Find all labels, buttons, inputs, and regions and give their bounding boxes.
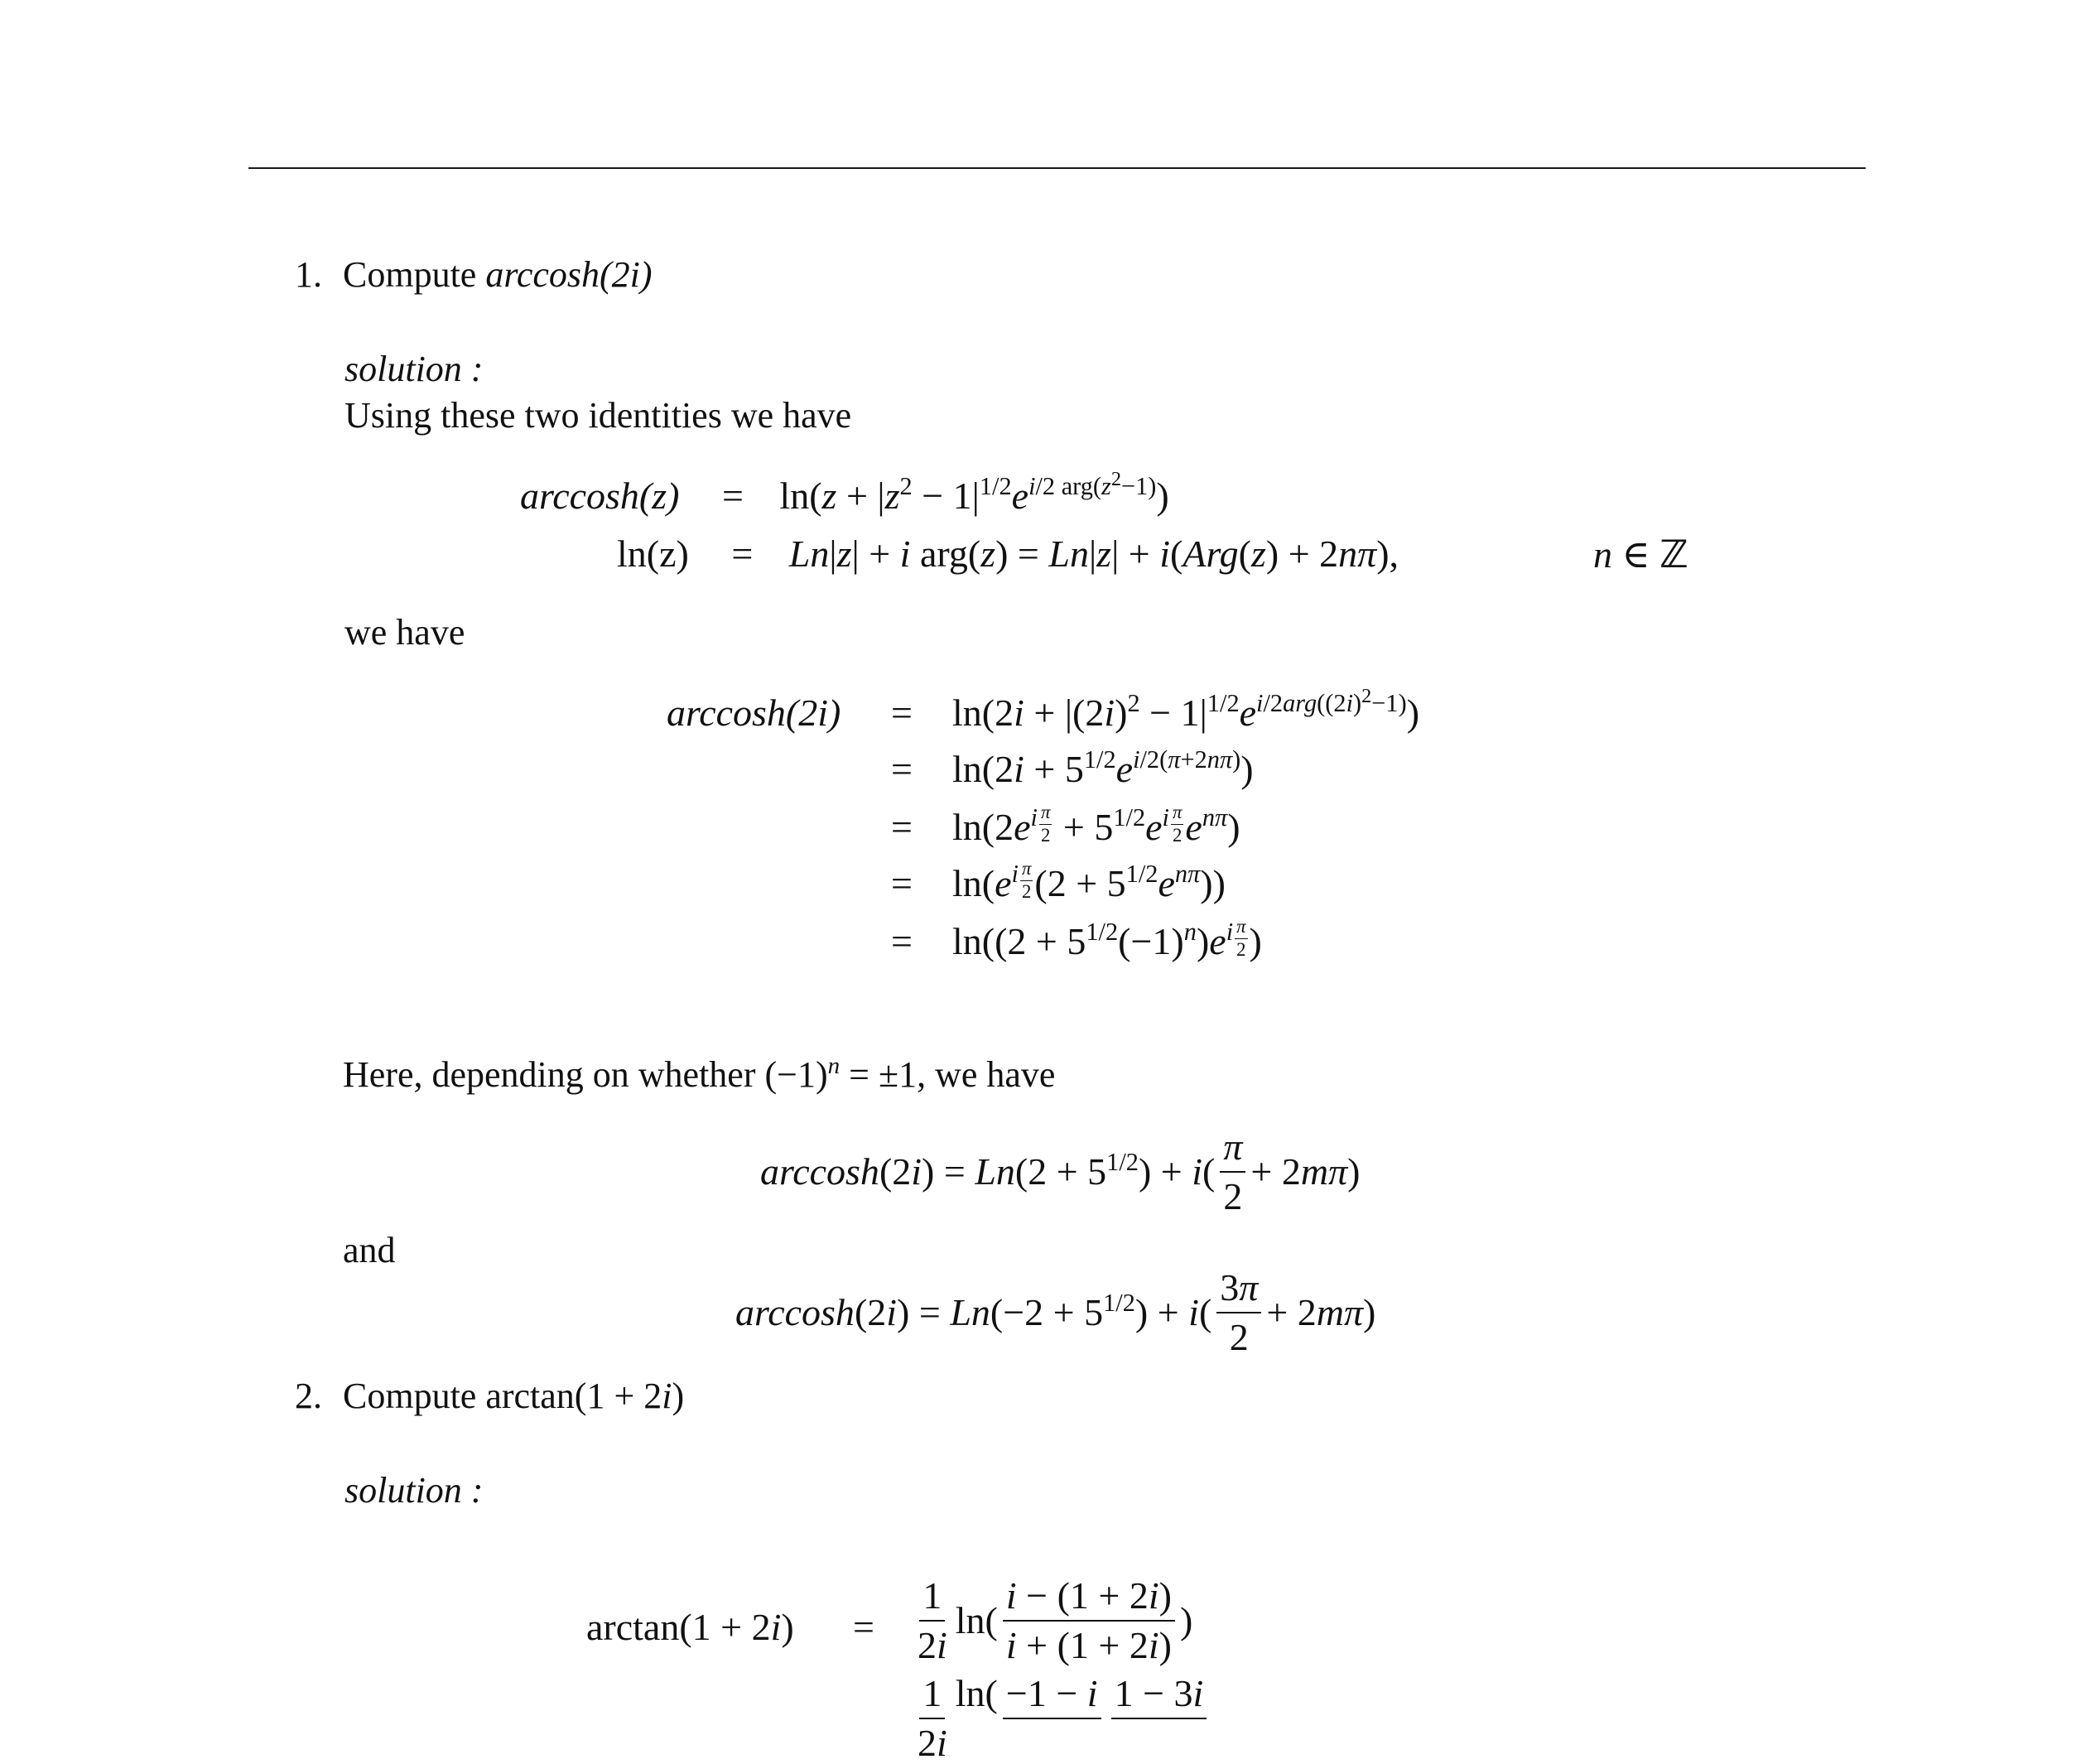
- problem-1-math: arccosh(2i): [485, 254, 653, 295]
- identity-1-rhs: $\ln(z + |z^2 - 1|^{1/2}e^{i/2 arg(z^2-1)})$: [779, 468, 1169, 517]
- arctan-step-2: $\frac{1}{2i}$ ln( −1 − i 1 − 3i: [914, 1675, 1211, 1712]
- derivation-eq-1: =: [891, 692, 913, 734]
- we-have-text: we have: [344, 612, 465, 653]
- equals-sign: =: [731, 533, 754, 575]
- derivation-step-4: $\ln(e^{i \frac{\pi}{2}}$ $(2 + 5^{1/2}e^{n\pi})$): [952, 858, 1226, 904]
- problem-2-number: 2.: [295, 1376, 322, 1416]
- problem-2-heading: [295, 1378, 684, 1415]
- problem-2-prompt: Compute: [343, 1376, 486, 1416]
- result-1: $\arccos h(2i) = Ln(2 + 5^{1/2}) + i$( $\frac{\pi}{2}$ + 2mπ): [760, 1125, 1361, 1217]
- derivation-eq-3: =: [891, 806, 913, 848]
- problem-2-solution-label: solution :: [344, 1470, 484, 1511]
- equals-sign: =: [721, 475, 744, 517]
- problem-1-number: 1.: [295, 254, 322, 295]
- header-rule: [248, 167, 1866, 169]
- arctan-lhs: arctan(1 + 2i): [586, 1606, 794, 1648]
- identity-1: [520, 468, 1169, 517]
- identity-2-rhs: Ln|z| + i arg(z) = Ln|z| + i(Arg(z) + 2nπ),: [788, 533, 1399, 575]
- using-identities-text: Using these two identities we have: [344, 395, 852, 436]
- problem-1-solution-label: solution :: [344, 349, 484, 389]
- arctan-eq-1: =: [853, 1606, 874, 1648]
- derivation-step-5: $\ln((2 + 5^{1/2}(-1)^n)e^{i \frac{\pi}{2}}$ ): [952, 916, 1262, 962]
- identity-2-lhs: ln(z): [617, 533, 689, 575]
- derivation-lhs: arccosh(2i): [667, 692, 841, 734]
- problem-1-heading: [295, 254, 653, 295]
- derivation-eq-4: =: [891, 862, 913, 904]
- identity-2-condition: n ∈ ℤ: [1593, 532, 1688, 576]
- result-2: $\arccos h(2i) = Ln(-2 + 5^{1/2}) + i$( $\frac{3\pi}{2}$ + 2mπ): [735, 1266, 1376, 1358]
- identity-1-lhs: arccosh(z): [520, 475, 680, 517]
- derivation-eq-5: =: [891, 920, 913, 962]
- and-text: and: [343, 1230, 396, 1270]
- problem-2-math: arctan(1 + 2i): [485, 1376, 685, 1416]
- derivation-step-3: $\ln(2e^{i \frac{\pi}{2}}$ + $5^{1/2}e^{i \frac{\pi}{2}}$ $e^{n\pi}$): [952, 802, 1240, 848]
- identity-2: [617, 535, 1399, 573]
- here-depending-text: Here, depending on whether $(-1)^n = \pm 1$, we have: [343, 1053, 1056, 1095]
- problem-1-prompt: Compute: [343, 254, 486, 295]
- arctan-step-1: $\frac{1}{2i}$ ln( $\frac{i - (1 + 2i)}{i + (1 + 2i)}$ ): [918, 1574, 1193, 1666]
- derivation-step-1: $\ln(2i + |(2i)^2 - 1|^{1/2}e^{i/2arg((2i)^2-1)})$: [952, 685, 1420, 734]
- derivation-eq-2: =: [891, 748, 913, 790]
- derivation-step-2: $\ln(2i + 5^{1/2}e^{i/2(\pi+2n\pi)})$: [952, 745, 1254, 790]
